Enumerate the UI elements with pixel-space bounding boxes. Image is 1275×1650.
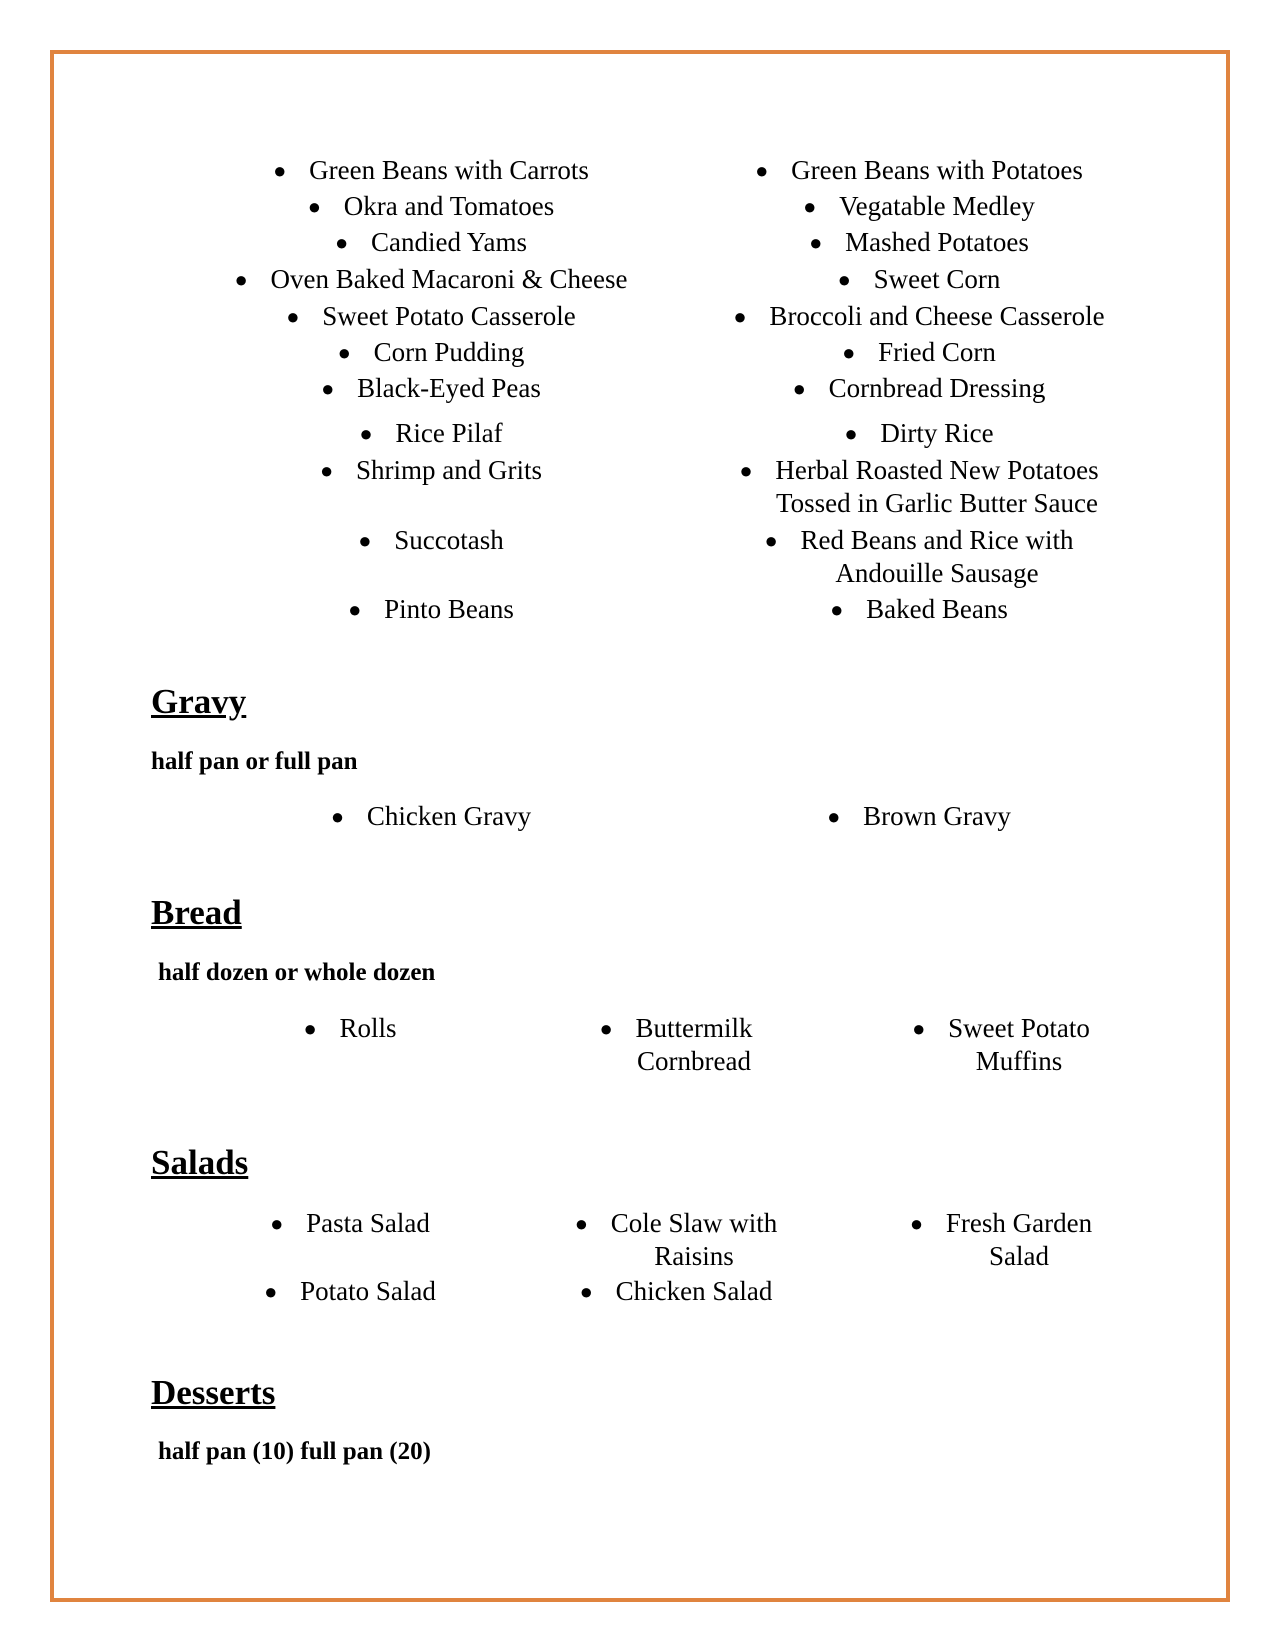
menu-item-label: Herbal Roasted New Potatoes Tossed in Garlic Butter Sauce bbox=[775, 455, 1099, 518]
menu-item-label: Fried Corn bbox=[878, 337, 996, 367]
salads-heading: Salads bbox=[151, 1143, 249, 1182]
bread-subtitle: half dozen or whole dozen bbox=[158, 959, 436, 986]
menu-list-item bbox=[827, 800, 1011, 833]
menu-item-label: Green Beans with Carrots bbox=[309, 155, 589, 185]
menu-item-label: Buttermilk Cornbread bbox=[635, 1013, 753, 1076]
menu-list-item bbox=[264, 1275, 436, 1308]
bullet-icon: ● bbox=[755, 158, 769, 183]
menu-list-item bbox=[739, 454, 1098, 520]
bullet-icon: ● bbox=[359, 421, 373, 446]
menu-list-item bbox=[575, 1207, 778, 1273]
bullet-icon: ● bbox=[264, 1279, 278, 1304]
menu-item-label: Rice Pilaf bbox=[395, 418, 503, 448]
menu-list-item bbox=[338, 336, 525, 369]
menu-list-item bbox=[793, 372, 1046, 405]
menu-item-label: Red Beans and Rice with Andouille Sausage bbox=[800, 525, 1074, 588]
menu-item-label: Vegatable Medley bbox=[839, 191, 1035, 221]
gravy-heading: Gravy bbox=[151, 682, 247, 721]
bullet-icon: ● bbox=[337, 340, 351, 365]
menu-item-label: Brown Gravy bbox=[863, 801, 1011, 831]
menu-list-item bbox=[358, 524, 503, 557]
bullet-icon: ● bbox=[837, 267, 851, 292]
bullet-icon: ● bbox=[330, 804, 345, 829]
menu-list-item bbox=[803, 190, 1035, 223]
bullet-icon: ● bbox=[579, 1279, 593, 1304]
menu-item-label: Pasta Salad bbox=[306, 1208, 430, 1238]
menu-list-item bbox=[912, 1012, 1090, 1078]
bullet-icon: ● bbox=[599, 1016, 613, 1041]
menu-list-item bbox=[348, 593, 514, 626]
bullet-icon: ● bbox=[303, 1016, 317, 1041]
menu-list-item bbox=[235, 263, 628, 296]
menu-list-item bbox=[320, 454, 542, 487]
bread-heading: Bread bbox=[151, 893, 242, 932]
bullet-icon: ● bbox=[909, 1211, 924, 1236]
desserts-subtitle: half pan (10) full pan (20) bbox=[158, 1438, 431, 1465]
menu-list-item bbox=[270, 1207, 430, 1240]
menu-item-label: Succotash bbox=[394, 525, 504, 555]
menu-list-item bbox=[331, 800, 531, 833]
bullet-icon: ● bbox=[842, 340, 856, 365]
menu-item-label: Corn Pudding bbox=[373, 337, 525, 367]
menu-list-item bbox=[765, 524, 1074, 590]
bullet-icon: ● bbox=[792, 376, 806, 401]
menu-item-label: Dirty Rice bbox=[880, 418, 994, 448]
menu-item-label: Cornbread Dressing bbox=[828, 373, 1046, 403]
menu-item-label: Sweet Potato Muffins bbox=[948, 1013, 1090, 1076]
menu-list-item bbox=[809, 226, 1029, 259]
desserts-heading: Desserts bbox=[151, 1373, 276, 1412]
menu-item-label: Fresh Garden Salad bbox=[945, 1208, 1093, 1271]
menu-item-label: Rolls bbox=[339, 1013, 397, 1043]
menu-item-label: Shrimp and Grits bbox=[356, 455, 542, 485]
menu-list-item bbox=[308, 190, 555, 223]
bullet-icon: ● bbox=[286, 304, 300, 329]
menu-list-item bbox=[842, 336, 996, 369]
menu-item-label: Candied Yams bbox=[370, 227, 528, 257]
menu-list-item bbox=[838, 263, 1001, 296]
bullet-icon: ● bbox=[307, 194, 322, 219]
bullet-icon: ● bbox=[574, 1211, 589, 1236]
bullet-icon: ● bbox=[348, 597, 362, 622]
bullet-icon: ● bbox=[270, 1211, 284, 1236]
bullet-icon: ● bbox=[334, 230, 349, 255]
bullet-icon: ● bbox=[844, 421, 858, 446]
bullet-icon: ● bbox=[912, 1016, 926, 1041]
menu-item-label: Sweet Potato Casserole bbox=[322, 301, 576, 331]
menu-list-item bbox=[600, 1012, 753, 1078]
menu-item-label: Baked Beans bbox=[866, 594, 1008, 624]
menu-list-item bbox=[910, 1207, 1092, 1273]
menu-list-item bbox=[303, 1012, 396, 1045]
menu-item-label: Cole Slaw with Raisins bbox=[610, 1208, 778, 1271]
menu-list-item bbox=[830, 593, 1008, 626]
bullet-icon: ● bbox=[273, 158, 287, 183]
menu-list-item bbox=[335, 226, 527, 259]
menu-item-label: Oven Baked Macaroni & Cheese bbox=[270, 264, 628, 294]
menu-list-item bbox=[755, 154, 1083, 187]
bullet-icon: ● bbox=[830, 597, 844, 622]
menu-item-label: Broccoli and Cheese Casserole bbox=[769, 301, 1105, 331]
menu-list-item bbox=[733, 300, 1104, 333]
bullet-icon: ● bbox=[733, 304, 747, 329]
bullet-icon: ● bbox=[809, 230, 823, 255]
menu-item-label: Mashed Potatoes bbox=[845, 227, 1029, 257]
page-border bbox=[50, 50, 1230, 1602]
menu-list-item bbox=[286, 300, 575, 333]
menu-item-label: Chicken Salad bbox=[615, 1276, 773, 1306]
menu-item-label: Sweet Corn bbox=[873, 264, 1001, 294]
menu-list-item bbox=[273, 154, 589, 187]
bullet-icon: ● bbox=[320, 458, 334, 483]
bullet-icon: ● bbox=[321, 376, 335, 401]
bullet-icon: ● bbox=[739, 458, 753, 483]
menu-list-item bbox=[580, 1275, 773, 1308]
menu-item-label: Black-Eyed Peas bbox=[357, 373, 541, 403]
menu-item-label: Chicken Gravy bbox=[366, 801, 532, 831]
bullet-icon: ● bbox=[234, 267, 248, 292]
bullet-icon: ● bbox=[358, 528, 372, 553]
menu-list-item bbox=[359, 417, 502, 450]
menu-item-label: Potato Salad bbox=[300, 1276, 436, 1306]
bullet-icon: ● bbox=[827, 804, 841, 829]
menu-list-item bbox=[321, 372, 541, 405]
menu-list-item bbox=[844, 417, 993, 450]
bullet-icon: ● bbox=[764, 528, 778, 553]
menu-item-label: Okra and Tomatoes bbox=[343, 191, 555, 221]
menu-item-label: Pinto Beans bbox=[384, 594, 514, 624]
menu-item-label: Green Beans with Potatoes bbox=[791, 155, 1083, 185]
gravy-subtitle: half pan or full pan bbox=[151, 748, 358, 775]
bullet-icon: ● bbox=[803, 194, 817, 219]
